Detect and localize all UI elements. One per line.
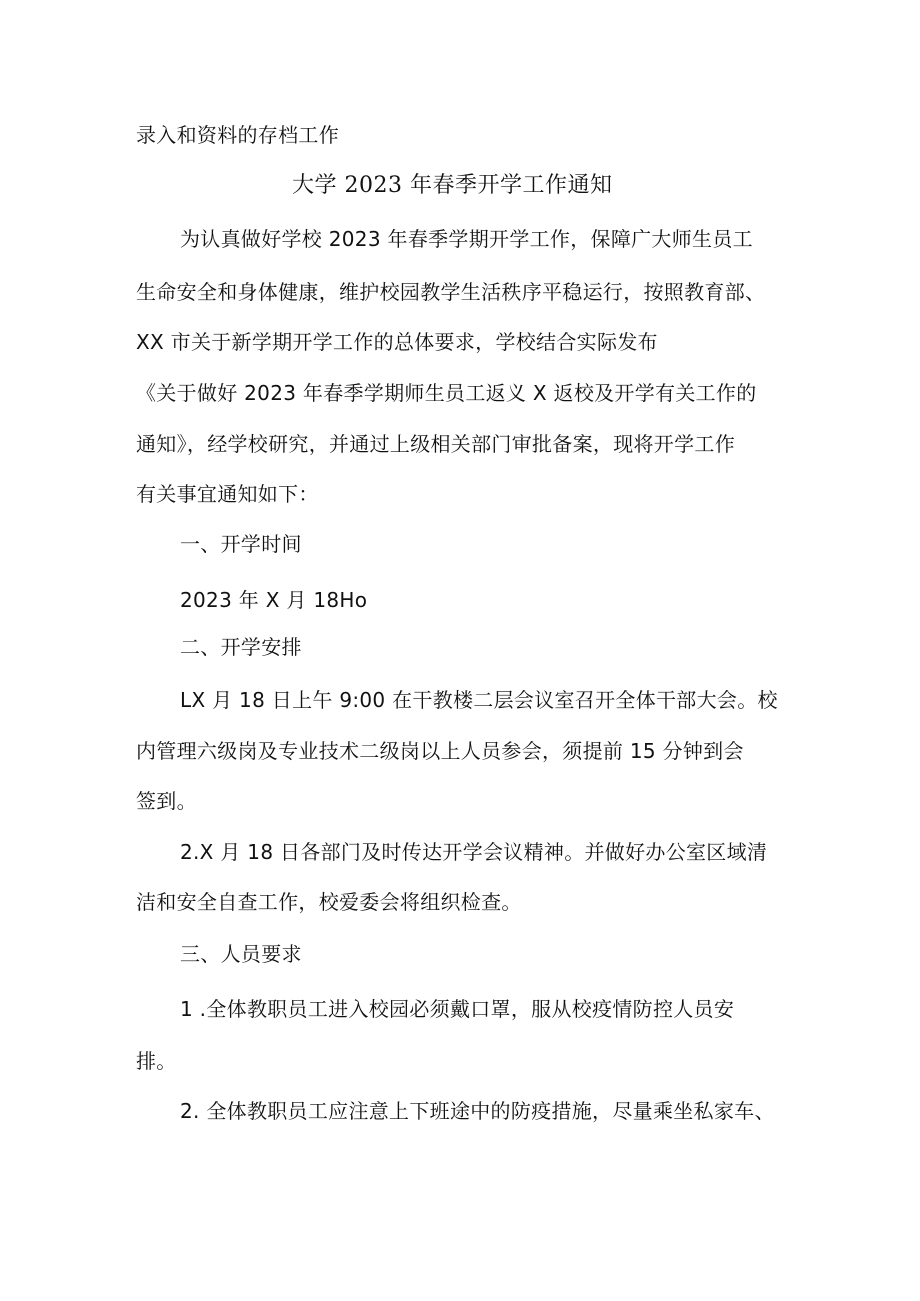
paragraph-line: 有关事宜通知如下： xyxy=(136,482,319,506)
paragraph-line: 1 .全体教职员工进入校园必须戴口罩，服从校疫情防控人员安 xyxy=(180,997,735,1021)
paragraph-line: 洁和安全自查工作，校爱委会将组织检查。 xyxy=(136,890,522,914)
section-heading: 一、开学时间 xyxy=(180,532,302,556)
paragraph-line: 2023 年 X 月 18Ho xyxy=(180,588,368,612)
paragraph-line: 内管理六级岗及专业技术二级岗以上人员参会，须提前 15 分钟到会 xyxy=(136,739,744,763)
paragraph-line: LX 月 18 日上午 9:00 在干教楼二层会议室召开全体干部大会。校 xyxy=(180,688,778,712)
paragraph-line: 签到。 xyxy=(136,789,197,813)
paragraph-line: 生命安全和身体健康，维护校园教学生活秩序平稳运行，按照教育部、 xyxy=(136,280,766,304)
paragraph-line: 2. 全体教职员工应注意上下班途中的防疫措施，尽量乘坐私家车、 xyxy=(180,1099,775,1123)
paragraph-line: 通知》，经学校研究，并通过上级相关部门审批备案，现将开学工作 xyxy=(136,432,735,456)
paragraph-line: 《关于做好 2023 年春季学期师生员工返义 X 返校及开学有关工作的 xyxy=(136,381,757,405)
page-title: 大学 2023 年春季开学工作通知 xyxy=(292,173,613,198)
continued-line: 录入和资料的存档工作 xyxy=(136,123,339,147)
paragraph-line: 为认真做好学校 2023 年春季学期开学工作，保障广大师生员工 xyxy=(180,227,753,251)
paragraph-line: XX 市关于新学期开学工作的总体要求，学校结合实际发布 xyxy=(136,330,658,354)
paragraph-line: 2.X 月 18 日各部门及时传达开学会议精神。并做好办公室区域清 xyxy=(180,840,768,864)
section-heading: 三、人员要求 xyxy=(180,942,302,966)
section-heading: 二、开学安排 xyxy=(180,635,302,659)
paragraph-line: 排。 xyxy=(136,1049,177,1073)
